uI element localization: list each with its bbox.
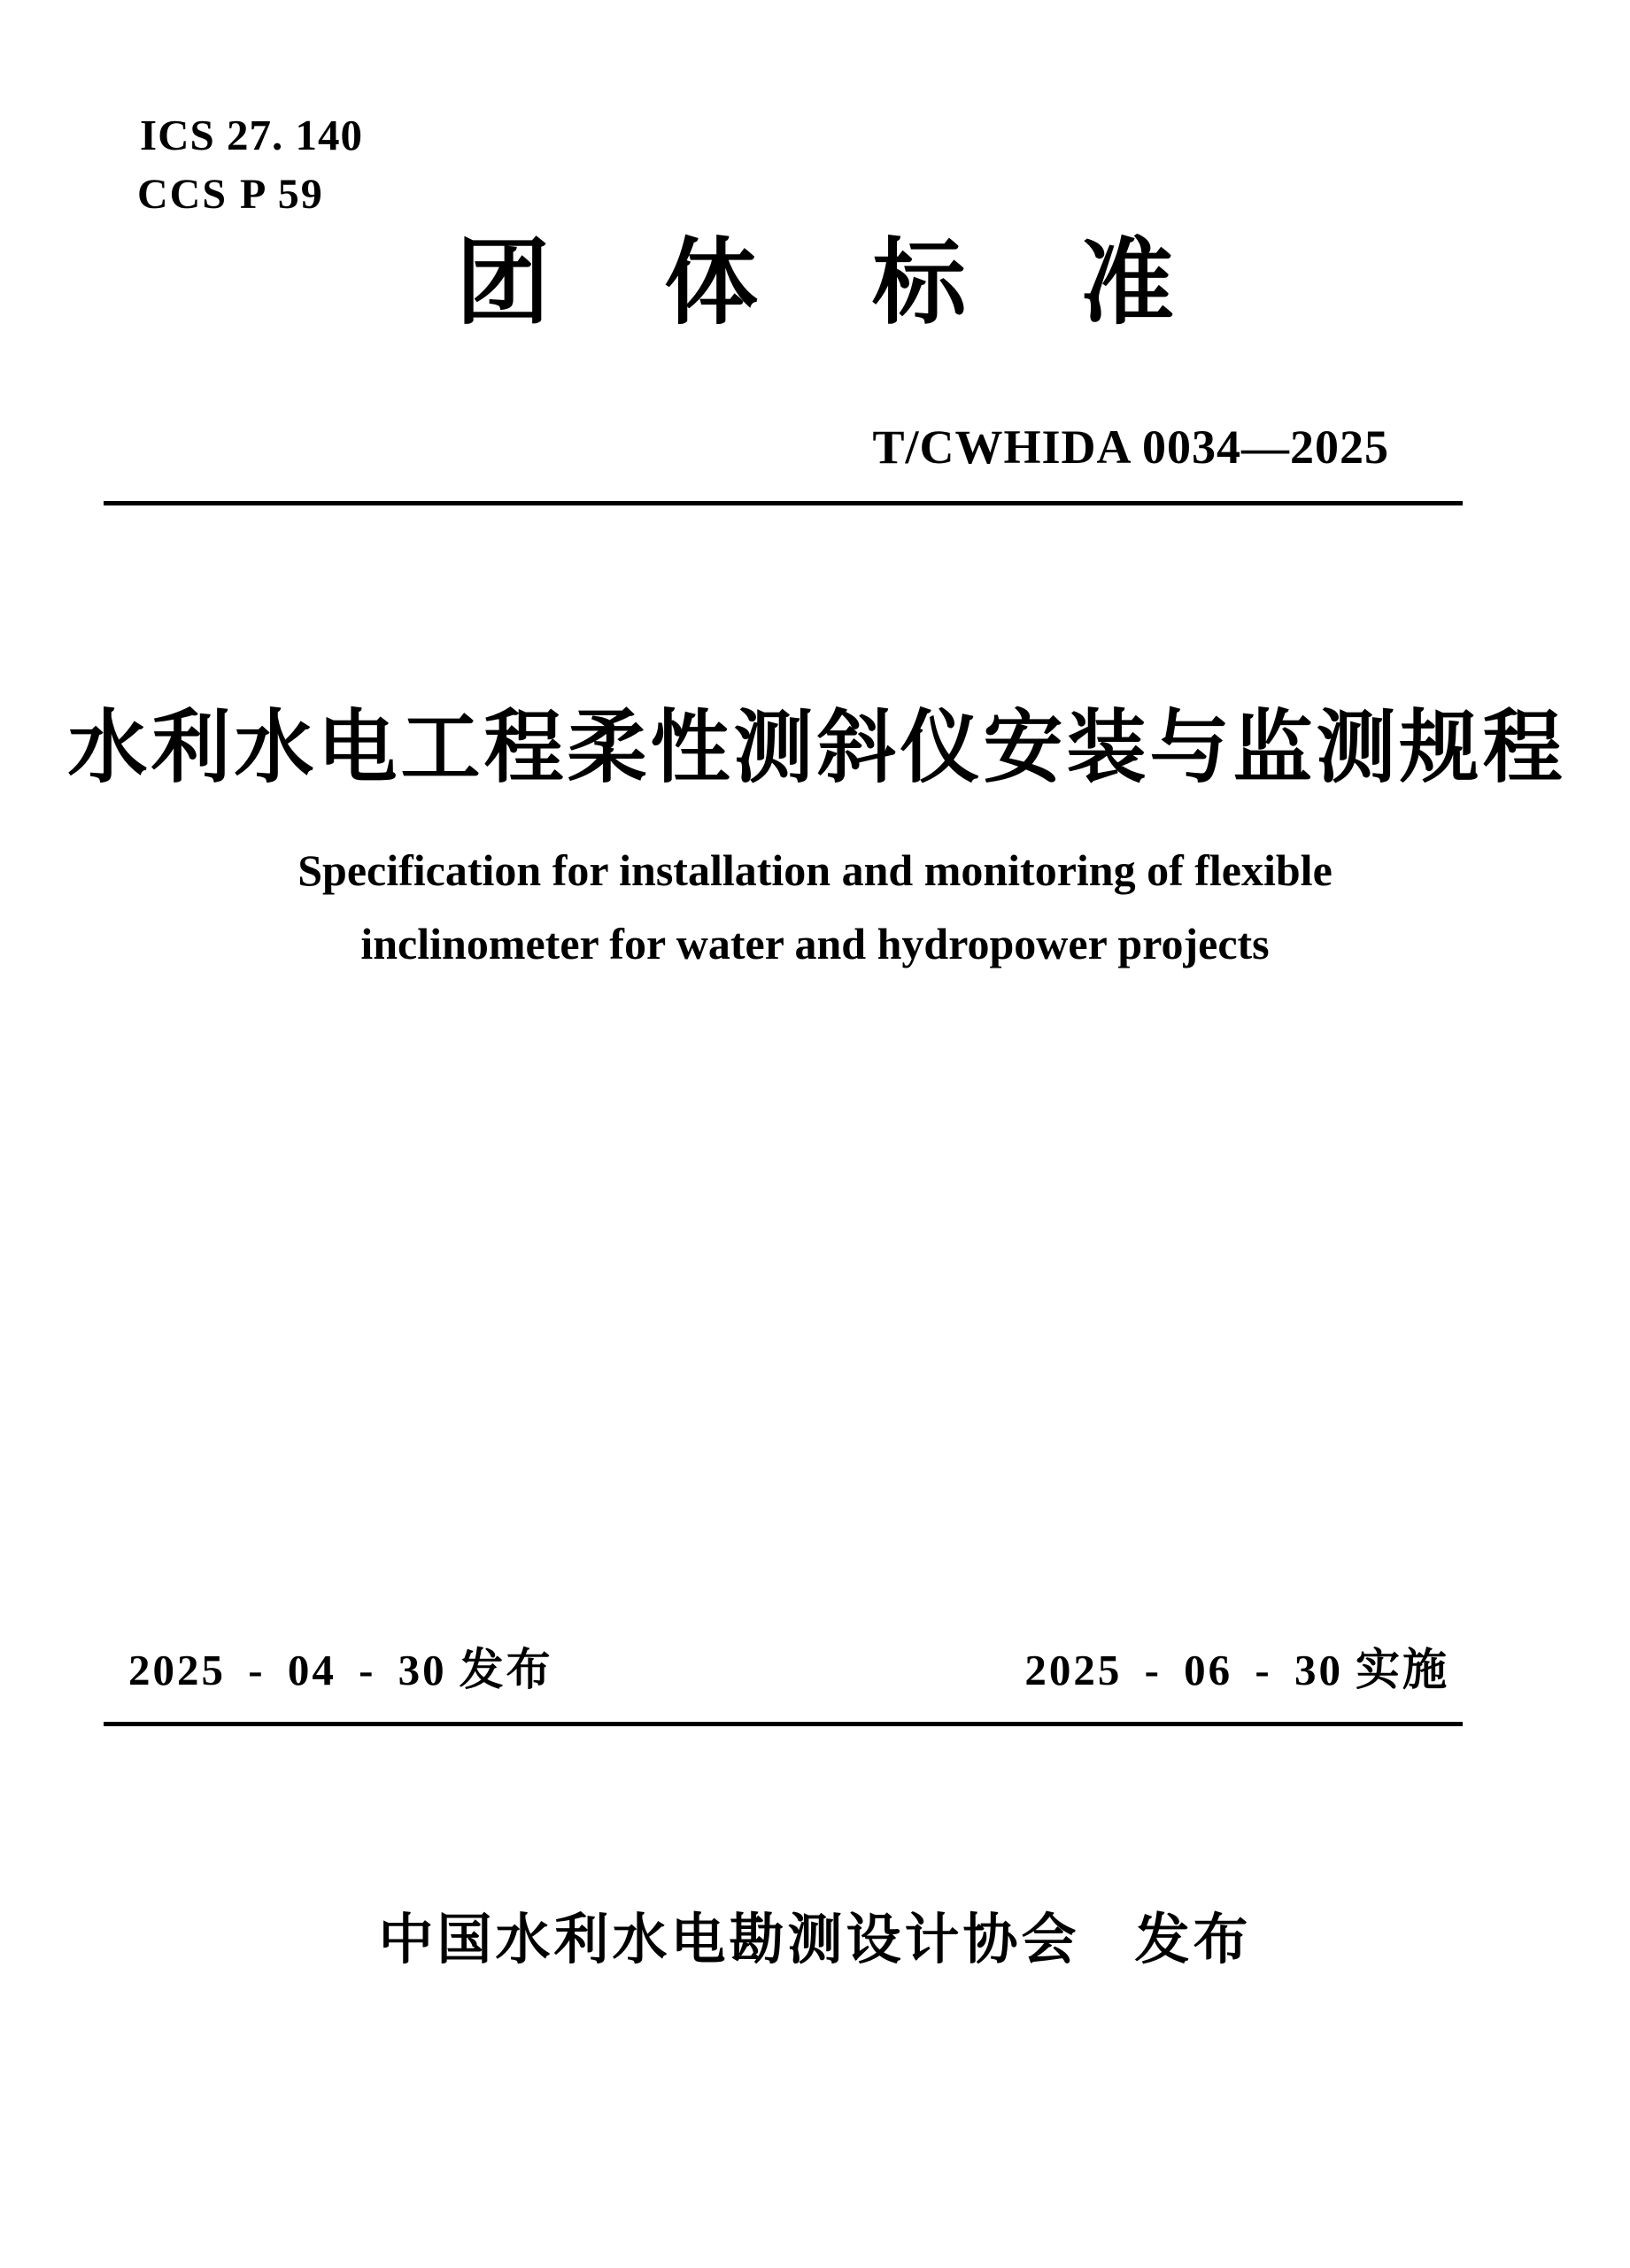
main-title-en-line1: Specification for installation and monitoring of flexible xyxy=(297,845,1333,895)
implement-date-value: 2025 - 06 - 30 xyxy=(1024,1646,1343,1694)
main-title-zh-text: 水利水电工程柔性测斜仪安装与监测规程 xyxy=(67,704,1566,792)
publisher-name: 中国水利水电勘测设计协会 xyxy=(378,1909,1080,1971)
dates-row xyxy=(128,1634,1449,1698)
publisher-line xyxy=(0,1910,1630,1971)
ccs-code: CCS P 59 xyxy=(137,171,324,218)
publisher-issue-label: 发布 xyxy=(1134,1909,1252,1971)
release-date-label: 发布 xyxy=(459,1645,553,1694)
standard-number: T/CWHIDA 0034—2025 xyxy=(872,420,1389,474)
release-date xyxy=(128,1634,553,1698)
main-title-en xyxy=(0,834,1630,981)
header-rule xyxy=(104,501,1463,505)
doc-type-title xyxy=(0,232,1630,336)
footer-rule xyxy=(104,1722,1463,1726)
release-date-value: 2025 - 04 - 30 xyxy=(128,1646,447,1694)
implement-date-label: 实施 xyxy=(1356,1645,1449,1694)
main-title-zh xyxy=(0,705,1630,792)
implement-date xyxy=(1024,1634,1449,1698)
doc-type-title-text: 团体标准 xyxy=(456,231,1288,336)
main-title-en-line2: inclinometer for water and hydropower projects xyxy=(360,919,1270,968)
ics-code: ICS 27. 140 xyxy=(140,111,363,159)
